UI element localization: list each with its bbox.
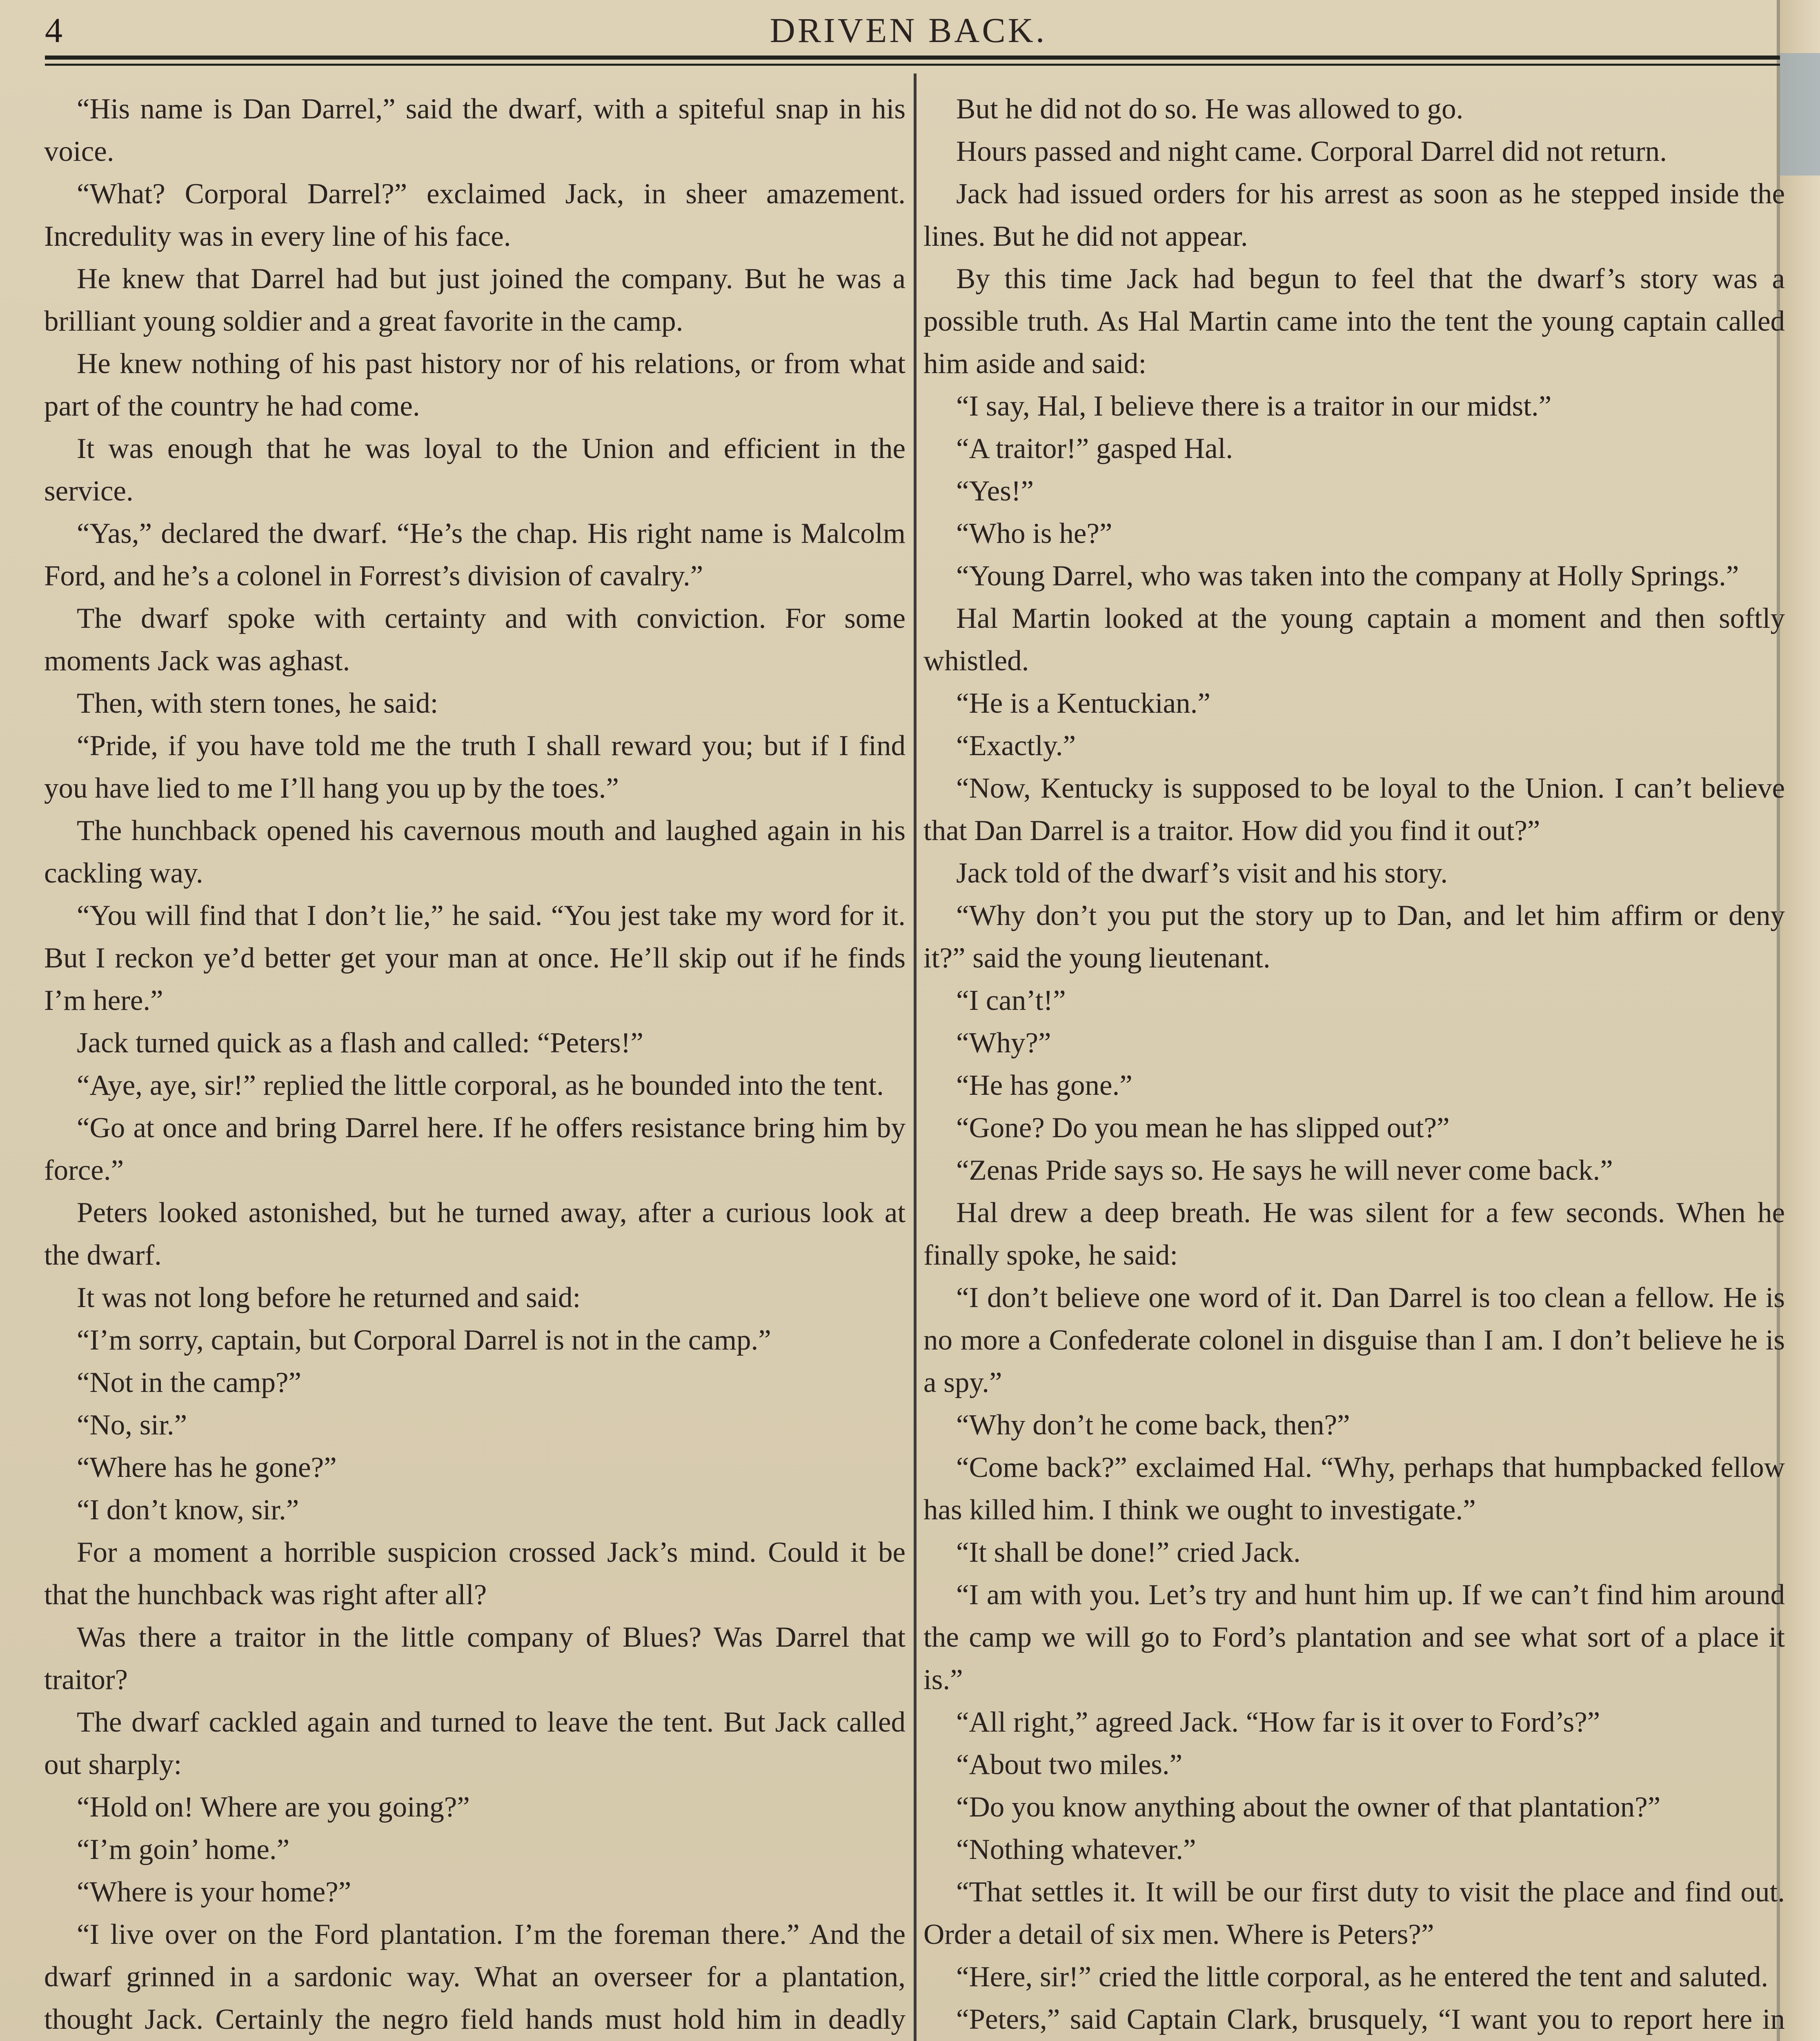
paragraph: Jack had issued orders for his arrest as soon as he stepped inside the lines. But he did not appear. [923, 178, 1785, 252]
paragraph: “Where has he gone?” [77, 1452, 337, 1483]
paragraph: He knew that Darrel had but just joined the company. But he was a brilliant young soldier and a great favorite in the camp. [44, 263, 906, 337]
paragraph: Peters looked astonished, but he turned away, after a curious look at the dwarf. [44, 1197, 906, 1271]
right-column [923, 88, 1785, 2041]
paragraph: “Who is he?” [956, 518, 1112, 549]
page-number: 4 [45, 11, 62, 50]
paragraph: By this time Jack had begun to feel that the dwarf’s story was a possible truth. As Hal Martin came into the tent the young captain called him aside and said: [923, 263, 1785, 380]
paragraph: “Aye, aye, sir!” replied the little corporal, as he bounded into the tent. [77, 1069, 884, 1101]
paragraph: “Young Darrel, who was taken into the company at Holly Springs.” [956, 560, 1739, 592]
paragraph: “Where is your home?” [77, 1876, 352, 1908]
paragraph: “He has gone.” [956, 1069, 1132, 1101]
paragraph: Hal drew a deep breath. He was silent for a few seconds. When he finally spoke, he said: [923, 1197, 1785, 1271]
paragraph: “Why don’t he come back, then?” [956, 1409, 1350, 1441]
paragraph: “I can’t!” [956, 985, 1066, 1016]
paragraph: “Exactly.” [956, 730, 1076, 762]
paragraph: “I don’t know, sir.” [77, 1494, 299, 1526]
paragraph: “I say, Hal, I believe there is a traitor in our midst.” [956, 390, 1552, 422]
paragraph: “Why don’t you put the story up to Dan, and let him affirm or deny it?” said the young lieutenant. [923, 900, 1785, 974]
paragraph: Then, with stern tones, he said: [77, 687, 438, 719]
paragraph: “Zenas Pride says so. He says he will never come back.” [956, 1154, 1613, 1186]
paragraph: It was not long before he returned and said: [77, 1282, 581, 1314]
paragraph: “About two miles.” [956, 1749, 1183, 1781]
paragraph: “I live over on the Ford plantation. I’m the foreman there.” And the dwarf grinned in a sardonic way. What an overseer for a plantation, thought Jack. Certainly the negro field hands must hold him in deadly [44, 1919, 906, 2035]
paragraph: The dwarf cackled again and turned to leave the tent. But Jack called out sharply: [44, 1706, 906, 1781]
paragraph: “I’m sorry, captain, but Corporal Darrel is not in the camp.” [77, 1324, 771, 1356]
paragraph: “Nothing whatever.” [956, 1834, 1196, 1865]
paragraph: Was there a traitor in the little company of Blues? Was Darrel that traitor? [44, 1621, 906, 1696]
paragraph: “His name is Dan Darrel,” said the dwarf, with a spiteful snap in his voice. [44, 93, 906, 167]
paragraph: “You will find that I don’t lie,” he said. “You jest take my word for it. But I reckon ye’d better get your man at once. He’ll skip out if he finds I’m here.” [44, 900, 906, 1016]
paragraph: “Yes!” [956, 475, 1034, 507]
paragraph: For a moment a horrible suspicion crossed Jack’s mind. Could it be that the hunchback was right after all? [44, 1536, 906, 1611]
paragraph: “Go at once and bring Darrel here. If he offers resistance bring him by force.” [44, 1112, 906, 1186]
page-header [45, 4, 1772, 53]
paragraph: “A traitor!” gasped Hal. [956, 433, 1233, 465]
paragraph: He knew nothing of his past history nor of his relations, or from what part of the country he had come. [44, 348, 906, 422]
paragraph: Jack told of the dwarf’s visit and his story. [956, 857, 1448, 889]
paragraph: It was enough that he was loyal to the Union and efficient in the service. [44, 433, 906, 507]
column-divider [914, 73, 917, 2041]
paragraph: “Why?” [956, 1027, 1051, 1059]
paragraph: “Gone? Do you mean he has slipped out?” [956, 1112, 1450, 1144]
paragraph: “No, sir.” [77, 1409, 187, 1441]
paragraph: “Peters,” said Captain Clark, brusquely, “I want you to report here in [956, 2003, 1785, 2035]
header-rule-thick [45, 56, 1780, 60]
paragraph: “Come back?” exclaimed Hal. “Why, perhaps that humpbacked fellow has killed him. I think we ought to investigate.” [923, 1452, 1785, 1526]
paragraph: “I am with you. Let’s try and hunt him up. If we can’t find him around the camp we will go to Ford’s plantation and see what sort of a place it is.” [923, 1579, 1785, 1696]
running-title: DRIVEN BACK. [770, 11, 1047, 50]
paragraph: “Do you know anything about the owner of that plantation?” [956, 1791, 1661, 1823]
paragraph: “Not in the camp?” [77, 1367, 302, 1398]
paragraph: “That settles it. It will be our first duty to visit the place and find out. Order a detail of six men. Where is Peters?” [923, 1876, 1785, 1950]
paragraph: Hal Martin looked at the young captain a moment and then softly whistled. [923, 603, 1785, 677]
left-column [44, 88, 906, 2041]
paragraph: The dwarf spoke with certainty and with conviction. For some moments Jack was aghast. [44, 603, 906, 677]
paragraph: “Yas,” declared the dwarf. “He’s the chap. His right name is Malcolm Ford, and he’s a colonel in Forrest’s division of cavalry.” [44, 518, 906, 592]
paragraph: “He is a Kentuckian.” [956, 687, 1210, 719]
paragraph: “Now, Kentucky is supposed to be loyal to the Union. I can’t believe that Dan Darrel is a traitor. How did you find it out?” [923, 772, 1785, 847]
next-page-edge [1780, 53, 1820, 176]
paragraph: “I don’t believe one word of it. Dan Darrel is too clean a fellow. He is no more a Confederate colonel in disguise than I am. I don’t believe he is a spy.” [923, 1282, 1785, 1398]
paragraph: “Here, sir!” cried the little corporal, as he entered the tent and saluted. [956, 1961, 1769, 1993]
header-rule-thin [45, 64, 1780, 66]
paragraph: “I’m goin’ home.” [77, 1834, 290, 1865]
paragraph: “It shall be done!” cried Jack. [956, 1536, 1301, 1568]
paragraph: Hours passed and night came. Corporal Darrel did not return. [956, 136, 1667, 167]
paragraph: “What? Corporal Darrel?” exclaimed Jack, in sheer amazement. Incredulity was in every line of his face. [44, 178, 906, 252]
paragraph: But he did not do so. He was allowed to go. [956, 93, 1464, 125]
paragraph: “Hold on! Where are you going?” [77, 1791, 470, 1823]
paragraph: “All right,” agreed Jack. “How far is it over to Ford’s?” [956, 1706, 1600, 1738]
paragraph: “Pride, if you have told me the truth I shall reward you; but if I find you have lied to me I’ll hang you up by the toes.” [44, 730, 906, 804]
paragraph: The hunchback opened his cavernous mouth and laughed again in his cackling way. [44, 815, 906, 889]
paragraph: Jack turned quick as a flash and called: “Peters!” [77, 1027, 643, 1059]
